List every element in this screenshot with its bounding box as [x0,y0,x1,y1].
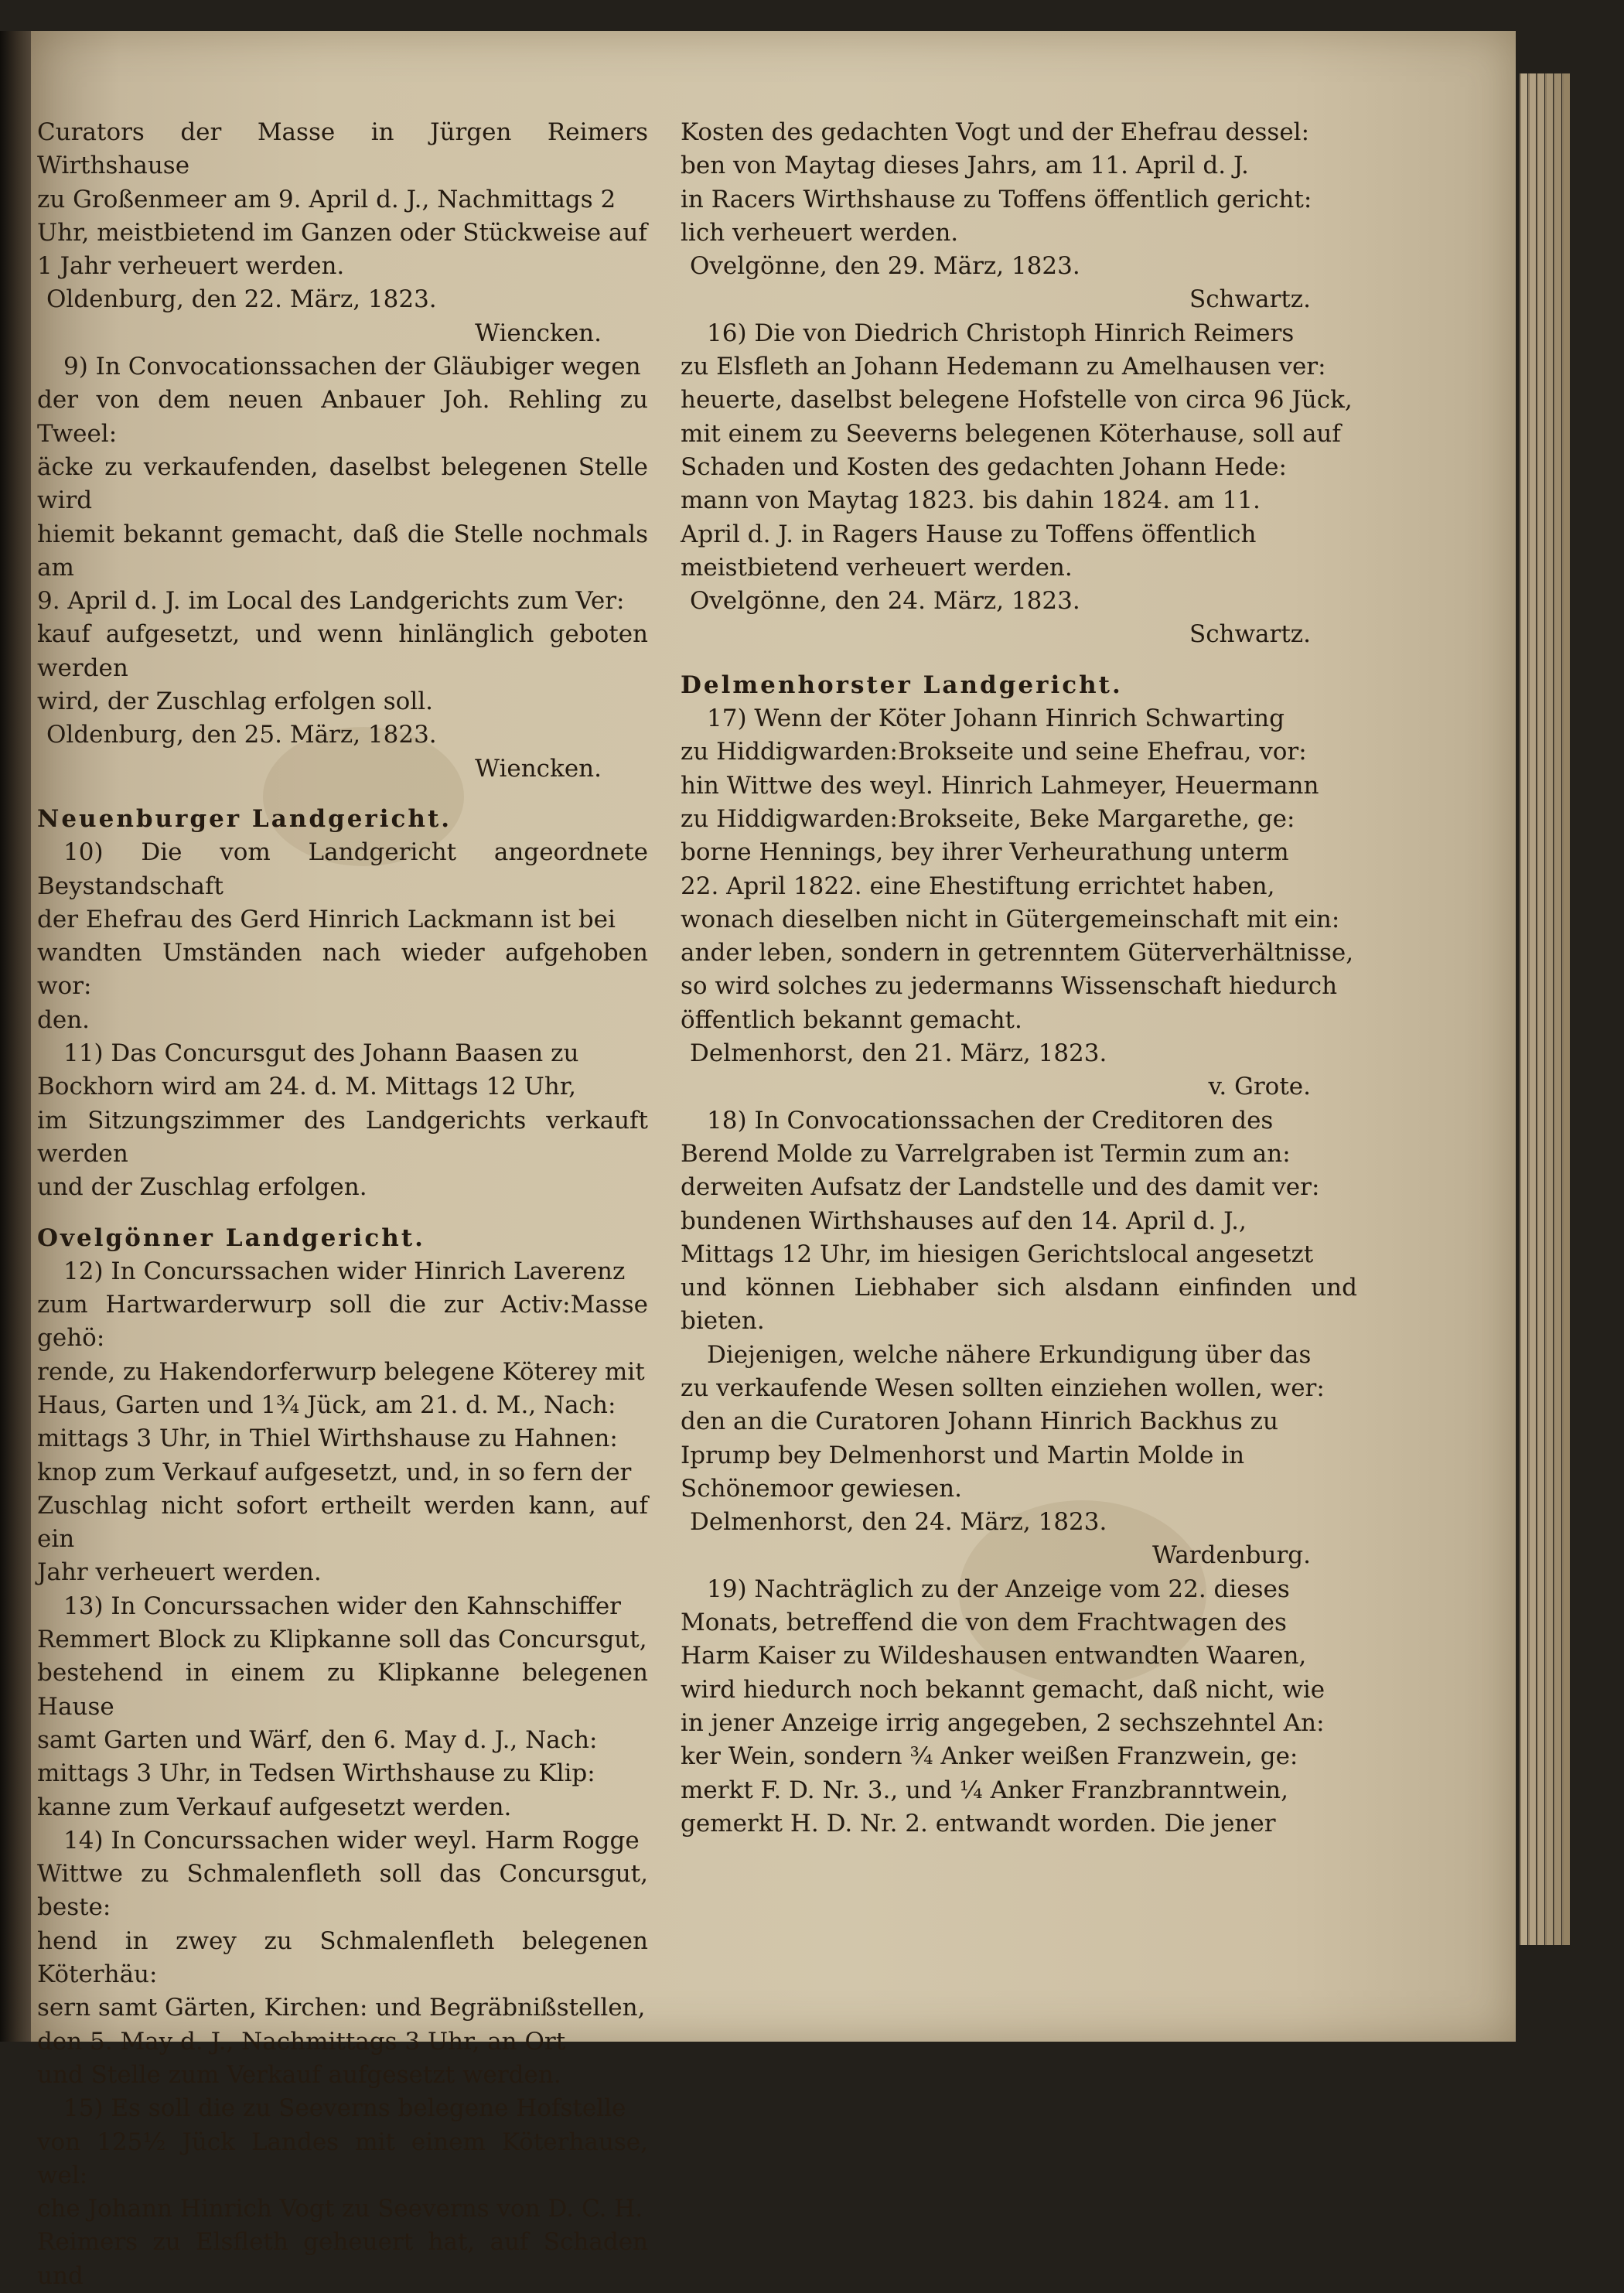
page-stack-edge [1562,73,1570,1945]
page-stack-edge [1545,73,1553,1945]
text-line: hend in zwey zu Schmalenfleth belegenen Köterhäu: [37,1926,648,1989]
text-line: Schönemoor gewiesen. [681,1474,962,1503]
page-stack-edge [1537,73,1544,1945]
text-line: wird hiedurch noch bekannt gemacht, daß nicht, wie [681,1675,1325,1704]
text-line: bundenen Wirthshauses auf den 14. April d. J., [681,1206,1247,1235]
text-line: 14) In Concurssachen wider weyl. Harm Rogge [63,1826,640,1855]
text-line: zu Hiddigwarden:Brokseite, Beke Margarethe, ge: [681,804,1295,833]
text-line: ker Wein, sondern ¾ Anker weißen Franzwein, ge: [681,1742,1298,1771]
text-line: von 125½ Jück Landes mit einem Köterhause, wel: [37,2128,648,2189]
page-stack-edge [1554,73,1561,1945]
text-line: zu Hiddigwarden:Brokseite und seine Ehefrau, vor: [681,738,1307,766]
notice-15-place-date: Ovelgönne, den 29. März, 1823. [690,252,1080,281]
text-line: Berend Molde zu Varrelgraben ist Termin zum an: [681,1139,1291,1168]
text-line: heuerte, daselbst belegene Hofstelle von circa 96 Jück, [681,386,1353,415]
text-line: knop zum Verkauf aufgesetzt, und, in so fern der [37,1458,632,1486]
text-line: und können Liebhaber sich alsdann einfinden und bieten. [681,1274,1357,1336]
text-line: der Ehefrau des Gerd Hinrich Lackmann ist bei [37,905,616,933]
notice-15-text-end [681,116,1357,250]
court-heading-ovelgoenne: Ovelgönner Landgericht. [37,1223,425,1252]
text-line: Curators der Masse in Jürgen Reimers Wirthshause [37,118,648,180]
text-line: bestehend in einem zu Klipkanne belegenen Hause [37,1659,648,1721]
text-line: kanne zum Verkauf aufgesetzt werden. [37,1793,512,1821]
notice-17-text [681,702,1357,1037]
left-column [37,116,648,2293]
text-line: und der Zuschlag erfolgen. [37,1173,367,1202]
text-line: 13) In Concurssachen wider den Kahnschiffer [63,1592,621,1620]
notice-18-place-date: Delmenhorst, den 24. März, 1823. [690,1508,1107,1537]
text-line: sern samt Gärten, Kirchen: und Begräbnißstellen, [37,1994,646,2022]
text-line: samt Garten und Wärf, den 6. May d. J., Nach: [37,1725,598,1754]
text-line: 11) Das Concursgut des Johann Baasen zu [63,1039,579,1068]
text-line: den. [37,1005,90,1034]
text-line: in Racers Wirthshause zu Toffens öffentlich gericht: [681,185,1312,213]
text-line: öffentlich bekannt gemacht. [681,1005,1022,1034]
notice-17-place-date: Delmenhorst, den 21. März, 1823. [690,1039,1107,1068]
page-stack-edge [1528,73,1536,1945]
text-line: äcke zu verkaufenden, daselbst belegenen Stelle wird [37,452,648,515]
text-line: gemerkt H. D. Nr. 2. entwandt worden. Die jener [681,1809,1276,1837]
text-line: Reimers zu Elsfleth geheuert hat, auf Schaden und [37,2228,648,2290]
text-line: 12) In Concurssachen wider Hinrich Laverenz [63,1257,626,1285]
notice-11-text [37,1037,648,1204]
notice-8-text [37,116,648,283]
text-line: Haus, Garten und 1¾ Jück, am 21. d. M., Nach: [37,1390,616,1419]
text-line: und Stelle zum Verkauf aufgesetzt werden. [37,2060,561,2089]
text-line: 10) Die vom Landgericht angeordnete Beystandschaft [37,838,648,900]
text-line: wandten Umständen nach wieder aufgehoben wor: [37,939,648,1001]
text-line: Harm Kaiser zu Wildeshausen entwandten Waaren, [681,1642,1307,1670]
text-line: 1 Jahr verheuert werden. [37,252,345,281]
text-line: April d. J. in Ragers Hause zu Toffens öffentlich [681,520,1257,548]
text-line: 9) In Convocationssachen der Gläubiger wegen [63,353,641,381]
text-line: derweiten Aufsatz der Landstelle und des damit ver: [681,1173,1320,1202]
text-line: 16) Die von Diedrich Christoph Hinrich Reimers [707,319,1295,347]
text-line: kauf aufgesetzt, und wenn hinlänglich geboten werden [37,620,648,682]
text-line: 15) Es soll die zu Seeverns belegene Hofstelle [63,2094,626,2123]
text-line: wonach dieselben nicht in Gütergemeinschaft mit ein: [681,905,1340,933]
text-line: Remmert Block zu Klipkanne soll das Concursgut, [37,1626,647,1654]
notice-9-place-date: Oldenburg, den 25. März, 1823. [46,721,437,749]
notice-9-text [37,350,648,718]
text-line: in jener Anzeige irrig angegeben, 2 sechszehntel An: [681,1708,1325,1737]
court-heading-delmenhorst: Delmenhorster Landgericht. [681,670,1123,699]
notice-16-text [681,317,1357,585]
text-line: so wird solches zu jedermanns Wissenschaft hiedurch [681,972,1338,1001]
text-line: zum Hartwarderwurp soll die zur Activ:Masse gehö: [37,1291,648,1353]
text-line: ander leben, sondern in getrenntem Güterverhältnisse, [681,939,1354,967]
text-line: Bockhorn wird am 24. d. M. Mittags 12 Uhr, [37,1073,577,1101]
text-line: Jahr verheuert werden. [37,1558,322,1587]
notice-17-signature: v. Grote. [1208,1073,1311,1101]
text-line: wird, der Zuschlag erfolgen soll. [37,688,433,716]
text-line: Iprump bey Delmenhorst und Martin Molde in [681,1441,1245,1469]
text-line: meistbietend verheuert werden. [681,553,1073,582]
text-line: Schaden und Kosten des gedachten Johann Hede: [681,452,1287,481]
court-heading-neuenburg: Neuenburger Landgericht. [37,804,452,833]
text-line: borne Hennings, bey ihrer Verheurathung unterm [681,838,1289,867]
notice-14-text [37,1824,648,2092]
text-line: 18) In Convocationssachen der Creditoren des [707,1106,1274,1135]
text-line: hin Wittwe des weyl. Hinrich Lahmeyer, Heuermann [681,771,1319,800]
notice-16-place-date: Ovelgönne, den 24. März, 1823. [690,587,1080,616]
notice-9-signature: Wiencken. [475,754,602,783]
text-line: zu Elsfleth an Johann Hedemann zu Amelhausen ver: [681,353,1326,381]
notice-12-text [37,1255,648,1590]
text-line: ben von Maytag dieses Jahrs, am 11. April d. J. [681,152,1249,180]
notice-13-text [37,1590,648,1824]
text-line: Mittags 12 Uhr, im hiesigen Gerichtslocal angesetzt [681,1240,1314,1268]
text-line: Wittwe zu Schmalenfleth soll das Concursgut, beste: [37,1860,648,1922]
text-line: 22. April 1822. eine Ehestiftung errichtet haben, [681,872,1275,900]
text-line: Zuschlag nicht sofort ertheilt werden kann, auf ein [37,1491,648,1554]
text-line: der von dem neuen Anbauer Joh. Rehling zu Tweel: [37,386,648,448]
notice-10-text [37,836,648,1037]
notice-18-signature: Wardenburg. [1152,1541,1311,1570]
text-line: den an die Curatoren Johann Hinrich Backhus zu [681,1408,1278,1436]
text-line: 19) Nachträglich zu der Anzeige vom 22. dieses [707,1575,1290,1603]
text-line: che Johann Hinrich Vogt zu Seeverns von D. C. H. [37,2195,643,2223]
text-line: rende, zu Hakendorferwurp belegene Köterey mit [37,1357,645,1386]
notice-18-text [681,1104,1357,1506]
text-line: Monats, betreffend die von dem Frachtwagen des [681,1609,1287,1637]
text-line: 17) Wenn der Köter Johann Hinrich Schwarting [707,705,1285,733]
notice-19-text [681,1573,1357,1841]
text-line: hiemit bekannt gemacht, daß die Stelle nochmals am [37,520,648,582]
text-line: lich verheuert werden. [681,218,959,247]
notice-8-place-date: Oldenburg, den 22. März, 1823. [46,285,437,314]
text-line: im Sitzungszimmer des Landgerichts verkauft werden [37,1106,648,1168]
right-column [681,116,1357,1841]
text-line: den 5. May d. J., Nachmittags 3 Uhr, an Ort [37,2027,566,2056]
notice-15-signature: Schwartz. [1189,285,1311,314]
text-line: 9. April d. J. im Local des Landgerichts zum Ver: [37,587,625,616]
notice-8-signature: Wiencken. [475,319,602,347]
text-line: mann von Maytag 1823. bis dahin 1824. am 11. [681,486,1261,515]
text-line: merkt F. D. Nr. 3., und ¼ Anker Franzbranntwein, [681,1776,1288,1804]
notice-15-text-start [37,2092,648,2293]
text-line: zu Großenmeer am 9. April d. J., Nachmittags 2 [37,185,616,213]
text-line: mittags 3 Uhr, in Tedsen Wirthshause zu Klip: [37,1759,595,1788]
notice-16-signature: Schwartz. [1189,620,1311,649]
text-line: Diejenigen, welche nähere Erkundigung über das [707,1340,1312,1369]
text-line: mittags 3 Uhr, in Thiel Wirthshause zu Hahnen: [37,1425,618,1453]
text-line: mit einem zu Seeverns belegenen Köterhause, soll auf [681,419,1341,448]
page-stack-edge [1520,73,1527,1945]
text-line: zu verkaufende Wesen sollten einziehen wollen, wer: [681,1373,1325,1402]
text-line: Kosten des gedachten Vogt und der Ehefrau dessel: [681,118,1310,146]
text-line: Uhr, meistbietend im Ganzen oder Stückweise auf [37,218,647,247]
